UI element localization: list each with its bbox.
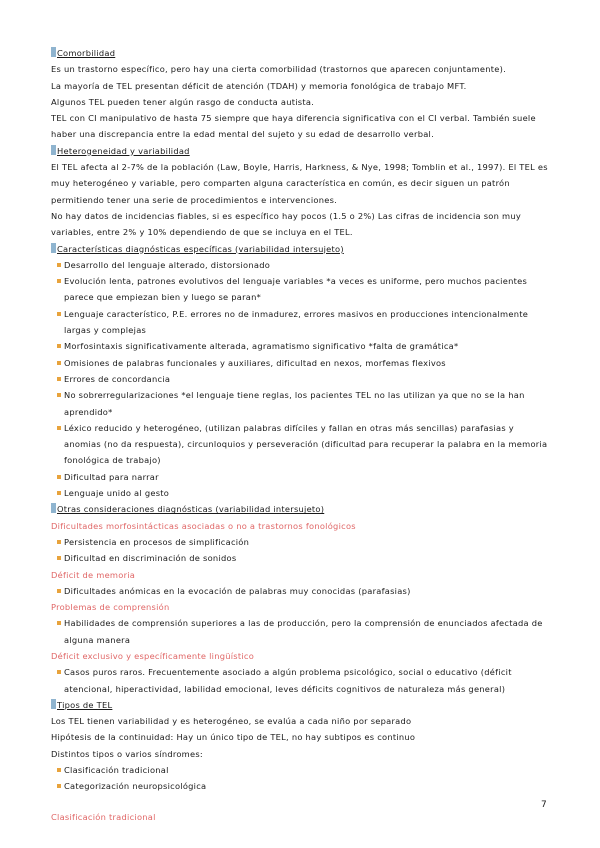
spacer — [51, 795, 551, 809]
list-item: Morfosintaxis significativamente alterada, agramatismo significativo *falta de gramática* — [51, 338, 551, 354]
list-item: Errores de concordancia — [51, 371, 551, 387]
heading-marker — [51, 145, 56, 155]
document-body — [51, 45, 551, 825]
paragraph: Es un trastorno específico, pero hay una cierta comorbilidad (trastornos que aparecen conjuntamente). — [51, 64, 507, 75]
list-item: Dificultades anómicas en la evocación de palabras muy conocidas (parafasias) — [51, 583, 551, 599]
subheading: Déficit exclusivo y específicamente lingüístico — [51, 650, 255, 661]
paragraph: Algunos TEL pueden tener algún rasgo de conducta autista. — [51, 96, 315, 107]
list-item: Categorización neuropsicológica — [51, 778, 551, 794]
list-item: Léxico reducido y heterogéneo, (utilizan palabras difíciles y fallan en otras más sencillas) parafasias y anomias (no da respuesta), circunloquios y perseveración (dificultad para recuperar la palabra en la memoria fonológica de trabajo) — [51, 420, 551, 469]
list-item: Casos puros raros. Frecuentemente asociado a algún problema psicológico, social o educativo (déficit atencional, hiperactividad, labilidad emocional, leves déficits cognitivos de naturaleza más general) — [51, 664, 551, 697]
heading-comorbilidad: Comorbilidad — [51, 45, 551, 61]
list-item: Lenguaje unido al gesto — [51, 485, 551, 501]
heading-marker — [51, 243, 56, 253]
page-number: 7 — [541, 800, 547, 810]
heading-marker — [51, 47, 56, 57]
list-item: Habilidades de comprensión superiores a las de producción, pero la comprensión de enunciados afectada de alguna manera — [51, 615, 551, 648]
heading-otras-consideraciones: Otras consideraciones diagnósticas (variabilidad intersujeto) — [51, 501, 551, 517]
paragraph: No hay datos de incidencias fiables, si es específico hay pocos (1.5 o 2%) Las cifras de incidencia son muy variables, entre 2% y 10% dependiendo de que se incluya en el TEL. — [51, 210, 522, 238]
heading-marker — [51, 503, 56, 513]
list-item: Lenguaje característico, P.E. errores no de inmadurez, errores masivos en producciones intencionalmente largas y complejas — [51, 306, 551, 339]
subheading: Dificultades morfosintácticas asociadas o no a trastornos fonológicos — [51, 520, 356, 531]
list-item: Dificultad para narrar — [51, 469, 551, 485]
heading-tipos: Tipos de TEL — [51, 697, 551, 713]
list-item: Clasificación tradicional — [51, 762, 551, 778]
list-item: No sobrerregularizaciones *el lenguaje tiene reglas, los pacientes TEL no las utilizan ya que no se la han aprendido* — [51, 387, 551, 420]
list-item: Dificultad en discriminación de sonidos — [51, 550, 551, 566]
heading-marker — [51, 699, 56, 709]
paragraph: Hipótesis de la continuidad: Hay un único tipo de TEL, no hay subtipos es continuo — [51, 732, 416, 743]
paragraph: El TEL afecta al 2-7% de la población (Law, Boyle, Harris, Harkness, & Nye, 1998; Tomblin et al., 1997). El TEL es muy heterogéneo y variable, pero comparten alguna característica en común, es decir siguen un patrón permitiendo tener una serie de procedimientos e intervenciones. — [51, 162, 548, 205]
list-item: Omisiones de palabras funcionales y auxiliares, dificultad en nexos, morfemas flexivos — [51, 355, 551, 371]
subheading: Problemas de comprensión — [51, 602, 170, 613]
subheading: Déficit de memoria — [51, 569, 136, 580]
list-item: Evolución lenta, patrones evolutivos del lenguaje variables *a veces es uniforme, pero muchos pacientes parece que empiezan bien y luego se paran* — [51, 273, 551, 306]
paragraph: Distintos tipos o varios síndromes: — [51, 748, 203, 759]
list-item: Persistencia en procesos de simplificación — [51, 534, 551, 550]
paragraph: TEL con CI manipulativo de hasta 75 siempre que haya diferencia significativa con el CI verbal. También suele haber una discrepancia entre la edad mental del sujeto y su edad de desarrollo verbal. — [51, 113, 536, 140]
heading-caracteristicas: Características diagnósticas específicas (variabilidad intersujeto) — [51, 241, 551, 257]
paragraph: La mayoría de TEL presentan déficit de atención (TDAH) y memoria fonológica de trabajo MFT. — [51, 80, 467, 91]
subheading: Clasificación tradicional — [51, 811, 156, 822]
heading-heterogeneidad: Heterogeneidad y variabilidad — [51, 143, 551, 159]
list-item: Desarrollo del lenguaje alterado, distorsionado — [51, 257, 551, 273]
paragraph: Los TEL tienen variabilidad y es heterogéneo, se evalúa a cada niño por separado — [51, 716, 412, 727]
